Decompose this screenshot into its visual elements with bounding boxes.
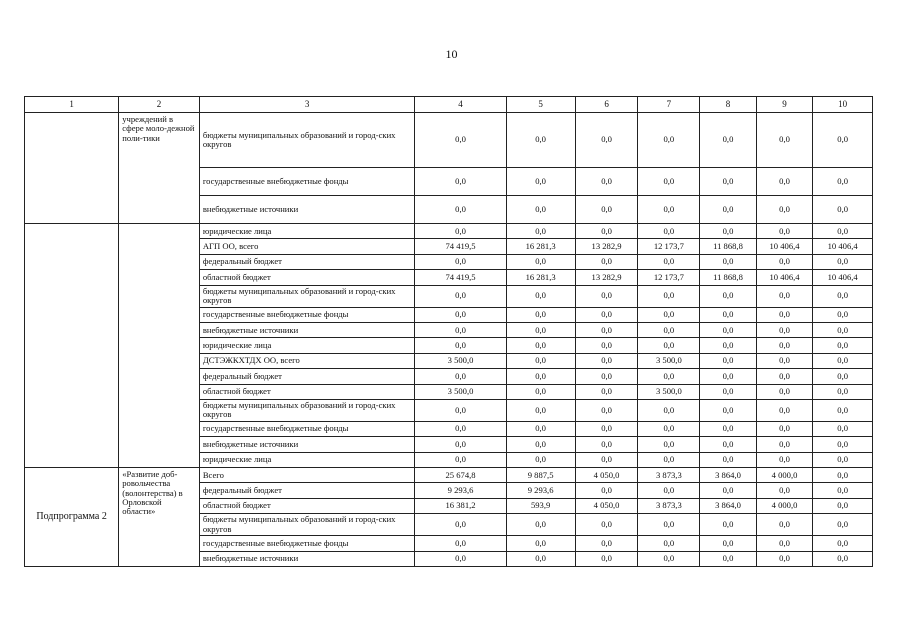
- column-header: 9: [756, 97, 813, 113]
- value-cell: 0,0: [415, 285, 506, 307]
- value-cell: 0,0: [415, 536, 506, 551]
- value-cell: 0,0: [700, 196, 757, 224]
- table-row: [25, 224, 873, 239]
- value-cell: 0,0: [813, 536, 873, 551]
- value-cell: 0,0: [700, 224, 757, 239]
- value-cell: 0,0: [700, 514, 757, 536]
- value-cell: 0,0: [700, 353, 757, 368]
- value-cell: 0,0: [756, 369, 813, 384]
- value-cell: 0,0: [700, 536, 757, 551]
- value-cell: 0,0: [575, 384, 638, 399]
- value-cell: 593,9: [506, 498, 575, 513]
- value-cell: 0,0: [575, 483, 638, 498]
- value-cell: 0,0: [415, 307, 506, 322]
- value-cell: 0,0: [756, 421, 813, 436]
- value-cell: 0,0: [638, 421, 700, 436]
- value-cell: 16 281,3: [506, 239, 575, 254]
- value-cell: 0,0: [575, 196, 638, 224]
- value-cell: 0,0: [506, 307, 575, 322]
- value-cell: 0,0: [575, 421, 638, 436]
- value-cell: 0,0: [756, 168, 813, 196]
- value-cell: 0,0: [638, 551, 700, 566]
- value-cell: 0,0: [756, 399, 813, 421]
- funding-source-cell: областной бюджет: [199, 498, 415, 513]
- value-cell: 0,0: [575, 551, 638, 566]
- value-cell: 0,0: [575, 254, 638, 269]
- value-cell: 3 873,3: [638, 468, 700, 483]
- funding-source-cell: бюджеты муниципальных образований и город-ских округов: [199, 113, 415, 168]
- value-cell: 0,0: [575, 399, 638, 421]
- value-cell: 0,0: [813, 168, 873, 196]
- value-cell: 0,0: [700, 421, 757, 436]
- value-cell: 0,0: [700, 338, 757, 353]
- value-cell: 0,0: [506, 322, 575, 337]
- value-cell: 0,0: [506, 224, 575, 239]
- value-cell: 0,0: [813, 384, 873, 399]
- funding-source-cell: федеральный бюджет: [199, 483, 415, 498]
- value-cell: 3 500,0: [415, 353, 506, 368]
- value-cell: 0,0: [506, 384, 575, 399]
- value-cell: 0,0: [638, 254, 700, 269]
- value-cell: 10 406,4: [813, 270, 873, 285]
- value-cell: 0,0: [700, 384, 757, 399]
- value-cell: 12 173,7: [638, 239, 700, 254]
- value-cell: 0,0: [638, 285, 700, 307]
- value-cell: 10 406,4: [813, 239, 873, 254]
- value-cell: 13 282,9: [575, 239, 638, 254]
- value-cell: 0,0: [415, 514, 506, 536]
- value-cell: 3 873,3: [638, 498, 700, 513]
- value-cell: 11 868,8: [700, 239, 757, 254]
- funding-source-cell: внебюджетные источники: [199, 196, 415, 224]
- value-cell: 9 293,6: [506, 483, 575, 498]
- program-cell: [25, 224, 119, 468]
- table-body: [25, 113, 873, 567]
- value-cell: 0,0: [415, 168, 506, 196]
- value-cell: 0,0: [506, 168, 575, 196]
- funding-source-cell: юридические лица: [199, 338, 415, 353]
- value-cell: 0,0: [700, 285, 757, 307]
- column-header: 8: [700, 97, 757, 113]
- funding-source-cell: бюджеты муниципальных образований и город-ских округов: [199, 514, 415, 536]
- value-cell: 0,0: [638, 196, 700, 224]
- funding-source-cell: государственные внебюджетные фонды: [199, 307, 415, 322]
- value-cell: 0,0: [813, 224, 873, 239]
- value-cell: 16 281,3: [506, 270, 575, 285]
- value-cell: 0,0: [575, 285, 638, 307]
- value-cell: 4 050,0: [575, 468, 638, 483]
- value-cell: 0,0: [813, 483, 873, 498]
- value-cell: 0,0: [506, 399, 575, 421]
- column-header: 4: [415, 97, 506, 113]
- value-cell: 3 500,0: [638, 353, 700, 368]
- value-cell: 0,0: [700, 551, 757, 566]
- value-cell: 0,0: [415, 224, 506, 239]
- value-cell: 0,0: [415, 421, 506, 436]
- value-cell: 0,0: [756, 551, 813, 566]
- value-cell: 0,0: [575, 369, 638, 384]
- column-header: 2: [119, 97, 200, 113]
- value-cell: 0,0: [575, 168, 638, 196]
- page-number: 10: [445, 47, 458, 61]
- value-cell: 0,0: [700, 113, 757, 168]
- column-header: 1: [25, 97, 119, 113]
- value-cell: 0,0: [813, 551, 873, 566]
- value-cell: 0,0: [813, 452, 873, 467]
- value-cell: 0,0: [638, 452, 700, 467]
- value-cell: 0,0: [756, 254, 813, 269]
- value-cell: 3 864,0: [700, 468, 757, 483]
- value-cell: 0,0: [700, 452, 757, 467]
- funding-source-cell: внебюджетные источники: [199, 437, 415, 452]
- value-cell: 0,0: [415, 113, 506, 168]
- value-cell: 0,0: [506, 113, 575, 168]
- value-cell: 0,0: [575, 113, 638, 168]
- value-cell: 0,0: [506, 369, 575, 384]
- value-cell: 0,0: [415, 369, 506, 384]
- value-cell: 0,0: [756, 285, 813, 307]
- value-cell: 0,0: [506, 514, 575, 536]
- value-cell: 0,0: [756, 196, 813, 224]
- value-cell: 0,0: [756, 224, 813, 239]
- funding-source-cell: юридические лица: [199, 224, 415, 239]
- value-cell: 0,0: [638, 536, 700, 551]
- value-cell: 9 293,6: [415, 483, 506, 498]
- value-cell: 0,0: [700, 483, 757, 498]
- funding-source-cell: внебюджетные источники: [199, 322, 415, 337]
- value-cell: 0,0: [638, 113, 700, 168]
- program-name-cell: [119, 224, 200, 468]
- value-cell: 3 500,0: [638, 384, 700, 399]
- value-cell: 0,0: [638, 168, 700, 196]
- value-cell: 4 000,0: [756, 468, 813, 483]
- value-cell: 0,0: [575, 322, 638, 337]
- value-cell: 3 864,0: [700, 498, 757, 513]
- value-cell: 0,0: [813, 498, 873, 513]
- value-cell: 0,0: [638, 322, 700, 337]
- value-cell: 0,0: [575, 452, 638, 467]
- value-cell: 0,0: [415, 437, 506, 452]
- funding-source-cell: бюджеты муниципальных образований и город-ских округов: [199, 285, 415, 307]
- value-cell: 0,0: [506, 338, 575, 353]
- value-cell: 0,0: [756, 113, 813, 168]
- value-cell: 0,0: [700, 307, 757, 322]
- value-cell: 74 419,5: [415, 270, 506, 285]
- column-header: 5: [506, 97, 575, 113]
- value-cell: 0,0: [638, 307, 700, 322]
- column-header: 3: [199, 97, 415, 113]
- value-cell: 0,0: [638, 483, 700, 498]
- value-cell: 0,0: [813, 322, 873, 337]
- funding-source-cell: бюджеты муниципальных образований и город-ских округов: [199, 399, 415, 421]
- value-cell: 4 050,0: [575, 498, 638, 513]
- value-cell: 0,0: [700, 168, 757, 196]
- value-cell: 10 406,4: [756, 270, 813, 285]
- value-cell: 4 000,0: [756, 498, 813, 513]
- program-name-cell: «Развитие доб-ровольчества (волонтерства) в Орловской области»: [119, 468, 200, 567]
- value-cell: 0,0: [506, 285, 575, 307]
- table-row: [25, 468, 873, 483]
- value-cell: 0,0: [813, 307, 873, 322]
- value-cell: 0,0: [506, 353, 575, 368]
- program-cell: [25, 113, 119, 224]
- funding-source-cell: внебюджетные источники: [199, 551, 415, 566]
- value-cell: 0,0: [575, 353, 638, 368]
- value-cell: 0,0: [415, 452, 506, 467]
- value-cell: 0,0: [506, 536, 575, 551]
- funding-source-cell: федеральный бюджет: [199, 369, 415, 384]
- value-cell: 0,0: [415, 338, 506, 353]
- value-cell: 0,0: [575, 514, 638, 536]
- value-cell: 0,0: [756, 483, 813, 498]
- value-cell: 0,0: [575, 536, 638, 551]
- value-cell: 10 406,4: [756, 239, 813, 254]
- value-cell: 0,0: [813, 468, 873, 483]
- value-cell: 0,0: [700, 254, 757, 269]
- value-cell: 0,0: [638, 437, 700, 452]
- value-cell: 0,0: [415, 254, 506, 269]
- value-cell: 0,0: [813, 254, 873, 269]
- value-cell: 0,0: [506, 437, 575, 452]
- value-cell: 0,0: [638, 514, 700, 536]
- funding-source-cell: государственные внебюджетные фонды: [199, 536, 415, 551]
- value-cell: 11 868,8: [700, 270, 757, 285]
- value-cell: 12 173,7: [638, 270, 700, 285]
- value-cell: 0,0: [700, 399, 757, 421]
- value-cell: 0,0: [756, 353, 813, 368]
- program-name-cell: учреждений в сфере моло-дежной поли-тики: [119, 113, 200, 224]
- funding-source-cell: государственные внебюджетные фонды: [199, 421, 415, 436]
- column-header: 10: [813, 97, 873, 113]
- value-cell: 0,0: [638, 224, 700, 239]
- value-cell: 0,0: [700, 437, 757, 452]
- value-cell: 0,0: [506, 254, 575, 269]
- value-cell: 0,0: [756, 514, 813, 536]
- value-cell: 0,0: [756, 536, 813, 551]
- funding-source-cell: Всего: [199, 468, 415, 483]
- value-cell: 0,0: [700, 369, 757, 384]
- value-cell: 0,0: [813, 353, 873, 368]
- table-row: [25, 113, 873, 168]
- column-header: 6: [575, 97, 638, 113]
- table-header-row: [25, 97, 873, 113]
- value-cell: 0,0: [813, 514, 873, 536]
- value-cell: 0,0: [575, 437, 638, 452]
- value-cell: 25 674,8: [415, 468, 506, 483]
- value-cell: 0,0: [813, 338, 873, 353]
- funding-source-cell: федеральный бюджет: [199, 254, 415, 269]
- value-cell: 0,0: [813, 113, 873, 168]
- value-cell: 0,0: [575, 307, 638, 322]
- value-cell: 0,0: [756, 452, 813, 467]
- funding-source-cell: юридические лица: [199, 452, 415, 467]
- value-cell: 0,0: [813, 369, 873, 384]
- value-cell: 0,0: [813, 285, 873, 307]
- value-cell: 0,0: [415, 399, 506, 421]
- value-cell: 0,0: [756, 384, 813, 399]
- funding-source-cell: государственные внебюджетные фонды: [199, 168, 415, 196]
- value-cell: 0,0: [506, 421, 575, 436]
- value-cell: 0,0: [813, 399, 873, 421]
- value-cell: 0,0: [575, 338, 638, 353]
- funding-source-cell: ДСТЭЖКХТДХ ОО, всего: [199, 353, 415, 368]
- program-cell: Подпрограмма 2: [25, 468, 119, 567]
- value-cell: 0,0: [506, 196, 575, 224]
- value-cell: 0,0: [638, 338, 700, 353]
- value-cell: 0,0: [506, 452, 575, 467]
- value-cell: 3 500,0: [415, 384, 506, 399]
- budget-table: [24, 96, 873, 567]
- value-cell: 0,0: [813, 437, 873, 452]
- value-cell: 0,0: [506, 551, 575, 566]
- value-cell: 0,0: [415, 196, 506, 224]
- value-cell: 9 887,5: [506, 468, 575, 483]
- value-cell: 0,0: [415, 322, 506, 337]
- value-cell: 16 381,2: [415, 498, 506, 513]
- value-cell: 0,0: [638, 399, 700, 421]
- value-cell: 0,0: [756, 322, 813, 337]
- value-cell: 0,0: [756, 338, 813, 353]
- value-cell: 0,0: [756, 437, 813, 452]
- column-header: 7: [638, 97, 700, 113]
- value-cell: 0,0: [813, 421, 873, 436]
- value-cell: 0,0: [575, 224, 638, 239]
- value-cell: 0,0: [813, 196, 873, 224]
- value-cell: 0,0: [756, 307, 813, 322]
- value-cell: 0,0: [638, 369, 700, 384]
- funding-source-cell: областной бюджет: [199, 384, 415, 399]
- value-cell: 74 419,5: [415, 239, 506, 254]
- value-cell: 0,0: [415, 551, 506, 566]
- funding-source-cell: АГП ОО, всего: [199, 239, 415, 254]
- value-cell: 0,0: [700, 322, 757, 337]
- value-cell: 13 282,9: [575, 270, 638, 285]
- funding-source-cell: областной бюджет: [199, 270, 415, 285]
